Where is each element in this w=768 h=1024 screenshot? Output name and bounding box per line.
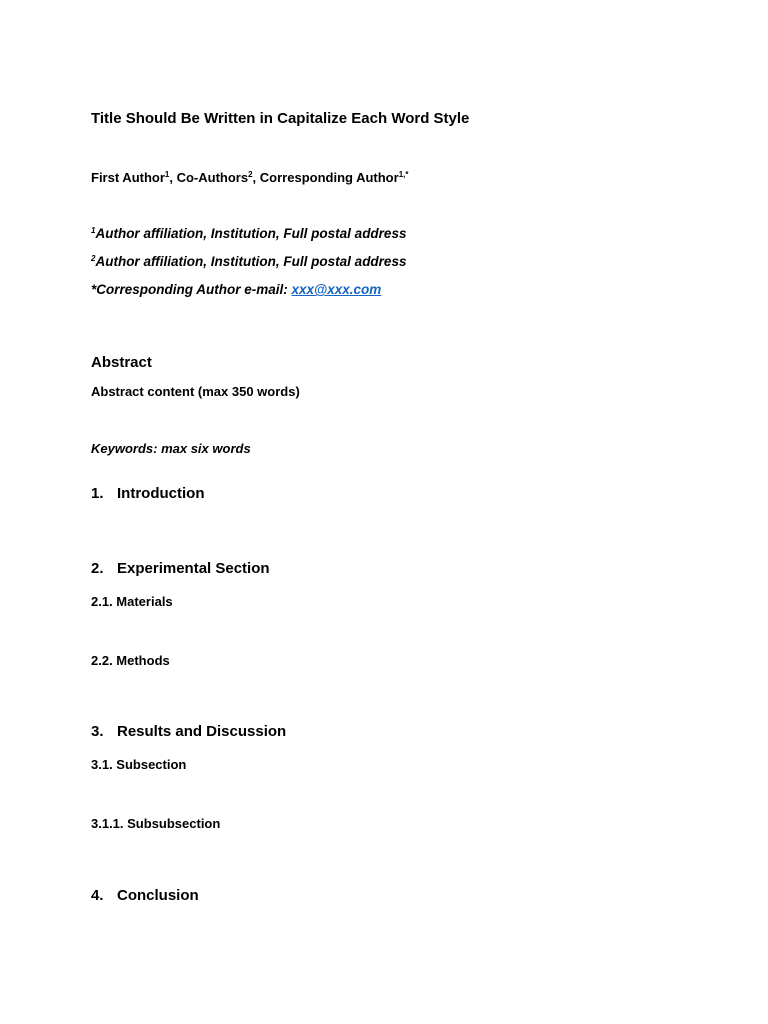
section-number: 4. [91,887,104,904]
paper-title: Title Should Be Written in Capitalize Each Word Style [91,110,470,127]
affiliation-2-text: Author affiliation, Institution, Full postal address [95,254,407,269]
abstract-heading: Abstract [91,354,152,371]
affiliation-2 [91,254,406,269]
affiliation-1 [91,226,406,241]
author-co: Co-Authors [176,170,249,185]
corresponding-email-line [91,282,381,297]
section-title: Conclusion [117,887,199,904]
affiliation-2-sup: 2 [91,254,96,263]
subsubsection: 3.1.1. Subsubsection [91,816,221,831]
section-number: 1. [91,485,104,502]
subsection-methods: 2.2. Methods [91,653,170,668]
affiliation-1-text: Author affiliation, Institution, Full postal address [95,226,407,241]
section-number: 2. [91,560,104,577]
subsection-materials: 2.1. Materials [91,594,173,609]
section-title: Experimental Section [117,560,270,577]
section-results [91,723,286,740]
section-introduction [91,485,204,502]
section-title: Results and Discussion [117,723,287,740]
author-first: First Author [91,170,165,185]
author-corresponding-sup: 1,* [398,170,409,179]
author-line [91,170,408,185]
author-separator: , [252,170,260,185]
author-separator: , [169,170,177,185]
corresponding-label: *Corresponding Author e-mail: [91,282,292,297]
author-corresponding: Corresponding Author [259,170,399,185]
keywords-line: Keywords: max six words [91,441,251,456]
subsection: 3.1. Subsection [91,757,187,772]
section-title: Introduction [117,485,205,502]
email-link[interactable]: xxx@xxx.com [291,282,382,297]
section-experimental [91,560,270,577]
abstract-content: Abstract content (max 350 words) [91,384,300,399]
section-conclusion [91,887,199,904]
section-number: 3. [91,723,104,740]
author-co-sup: 2 [248,170,253,179]
author-first-sup: 1 [164,170,170,179]
affiliation-1-sup: 1 [91,226,96,235]
